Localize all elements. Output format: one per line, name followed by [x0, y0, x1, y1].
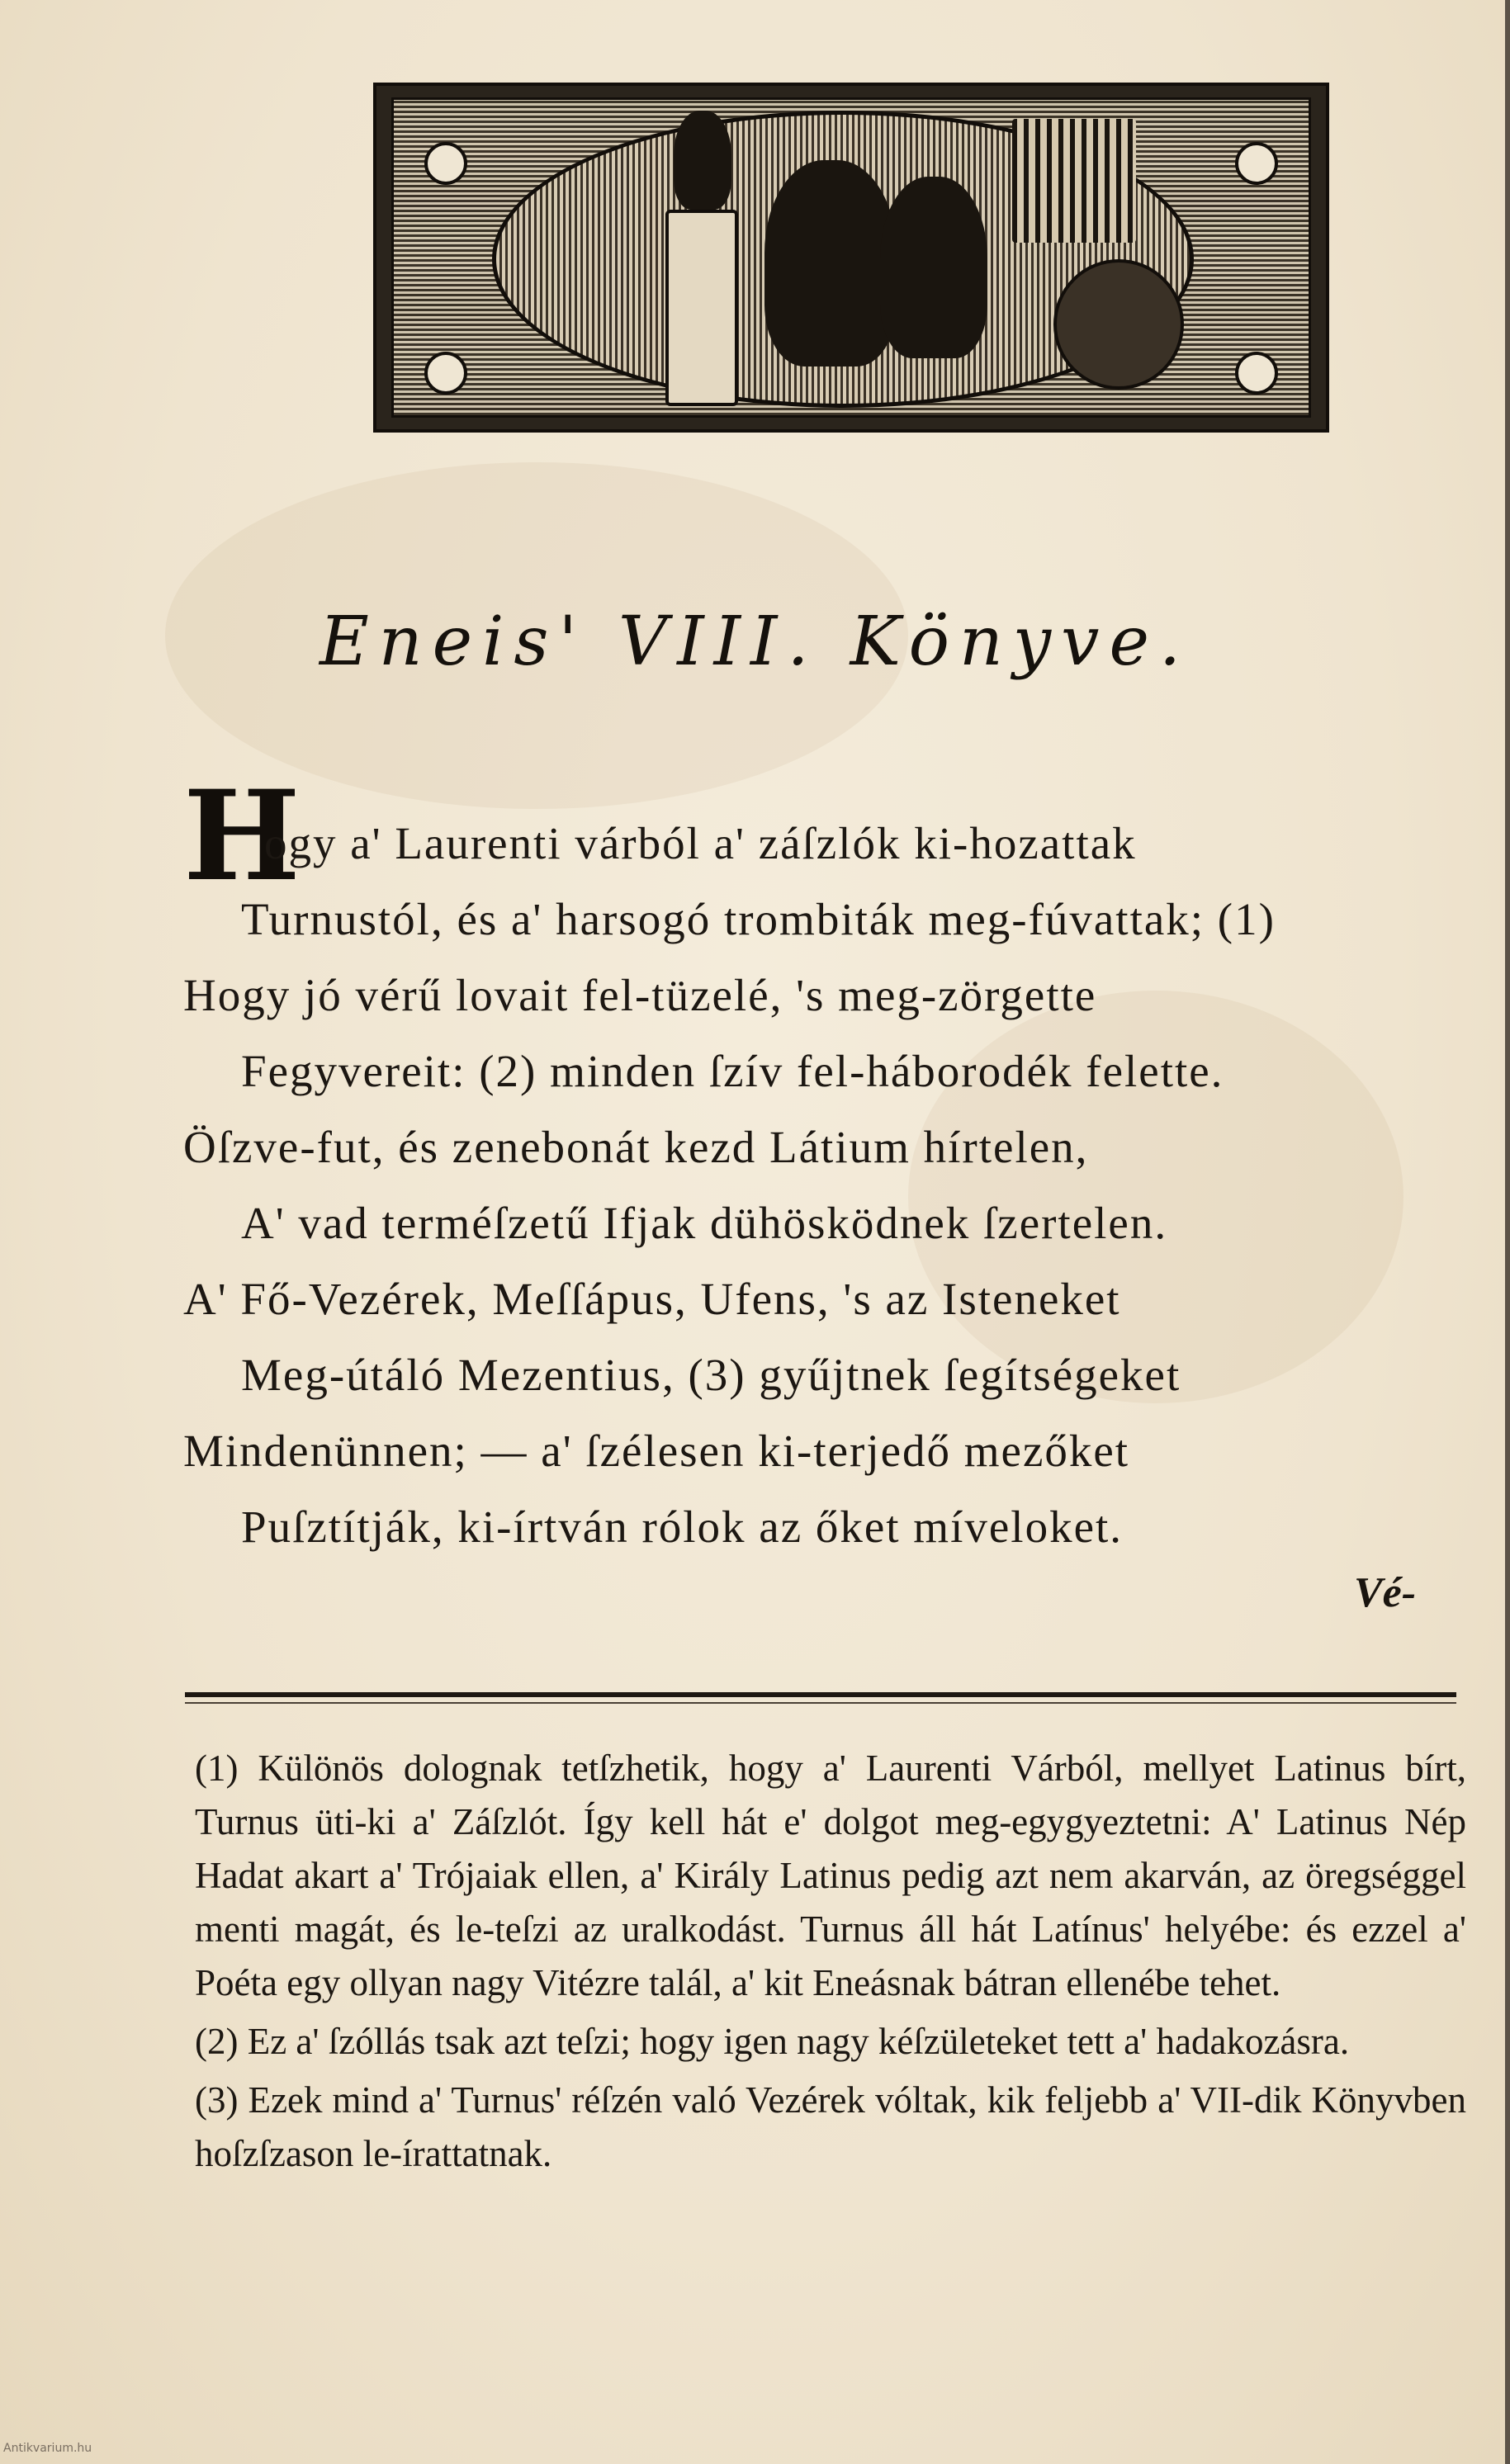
footnote-text: (1) Különös dolognak tetſzhetik, hogy a' Laurenti Várból, mellyet Latinus bírt, Turnus üti-ki a' Záſzlót. Így kell hát e' dolgot meg-egygyeztetni: A' Latinus Nép Hadat akart a' Trójaiak ellen, a' Király Latinus pedig azt nem akarván, az öregséggel menti magát, és le-teſzi az uralkodást. Turnus áll hát Latínus' helyébe: és ezzel a' Poéta egy ollyan nagy Vitézre talál, a' kit Eneásnak bátran ellenébe tehet. — [195, 1748, 1466, 2003]
footnote-3 — [195, 2074, 1466, 2181]
verse-line: Öſzve-fut, és zenebonát kezd Látium hírtelen, — [183, 1122, 1089, 1172]
woodcut-vignette — [373, 83, 1329, 433]
cherub-figure-icon — [880, 177, 987, 358]
footnote-2 — [195, 2015, 1466, 2069]
footnotes — [195, 1742, 1466, 2186]
catchword: Vé- — [1354, 1569, 1417, 1616]
page-edge — [1505, 0, 1510, 2464]
drop-cap-initial: H — [183, 764, 301, 909]
verse-line: Mindenünnen; — a' ſzélesen ki-terjedő mezőket — [183, 1426, 1130, 1476]
verse-line: Meg-útáló Mezentius, (3) gyűjtnek ſegítségeket — [241, 1350, 1181, 1400]
watermark: Antikvarium.hu — [3, 2442, 92, 2455]
rivet-icon — [1235, 142, 1278, 185]
verse-line: Puſztítják, ki-írtván rólok az őket míveloket. — [241, 1502, 1124, 1552]
chapter-title: Eneis' VIII. Könyve. — [319, 603, 1191, 681]
globe-icon — [1053, 259, 1184, 390]
footnote-1 — [195, 1742, 1466, 2010]
cherub-figure-icon — [764, 160, 897, 367]
rivet-icon — [424, 352, 467, 395]
verse-line: A' vad terméſzetű Ifjak dühösködnek ſzertelen. — [241, 1198, 1168, 1248]
footnote-divider-thin — [185, 1702, 1456, 1704]
verse-line: Hogy jó vérű lovait fel-tüzelé, 's meg-zörgette — [183, 970, 1097, 1020]
pedestal-icon — [665, 210, 738, 406]
footnote-text: (2) Ez a' ſzóllás tsak azt teſzi; hogy igen nagy kéſzületeket tett a' hadakozásra. — [195, 2021, 1350, 2062]
rivet-icon — [424, 142, 467, 185]
verse-line: Fegyvereit: (2) minden ſzív fel-háborodék felette. — [241, 1046, 1224, 1096]
footnote-divider — [185, 1692, 1456, 1697]
verse-line: A' Fő-Vezérek, Meſſápus, Ufens, 's az Isteneket — [183, 1274, 1121, 1324]
verse-line: Turnustól, és a' harsogó trombiták meg-fúvattak; (1) — [241, 894, 1276, 944]
bookshelf-icon — [1012, 119, 1136, 243]
rivet-icon — [1235, 352, 1278, 395]
footnote-text: (3) Ezek mind a' Turnus' réſzén való Vezérek vóltak, kik feljebb a' VII-dik Könyvben hoſzſzason le-írattatnak. — [195, 2079, 1466, 2174]
verse-line: ogy a' Laurenti várból a' záſzlók ki-hozattak — [264, 818, 1137, 868]
bust-figure-icon — [674, 111, 731, 210]
